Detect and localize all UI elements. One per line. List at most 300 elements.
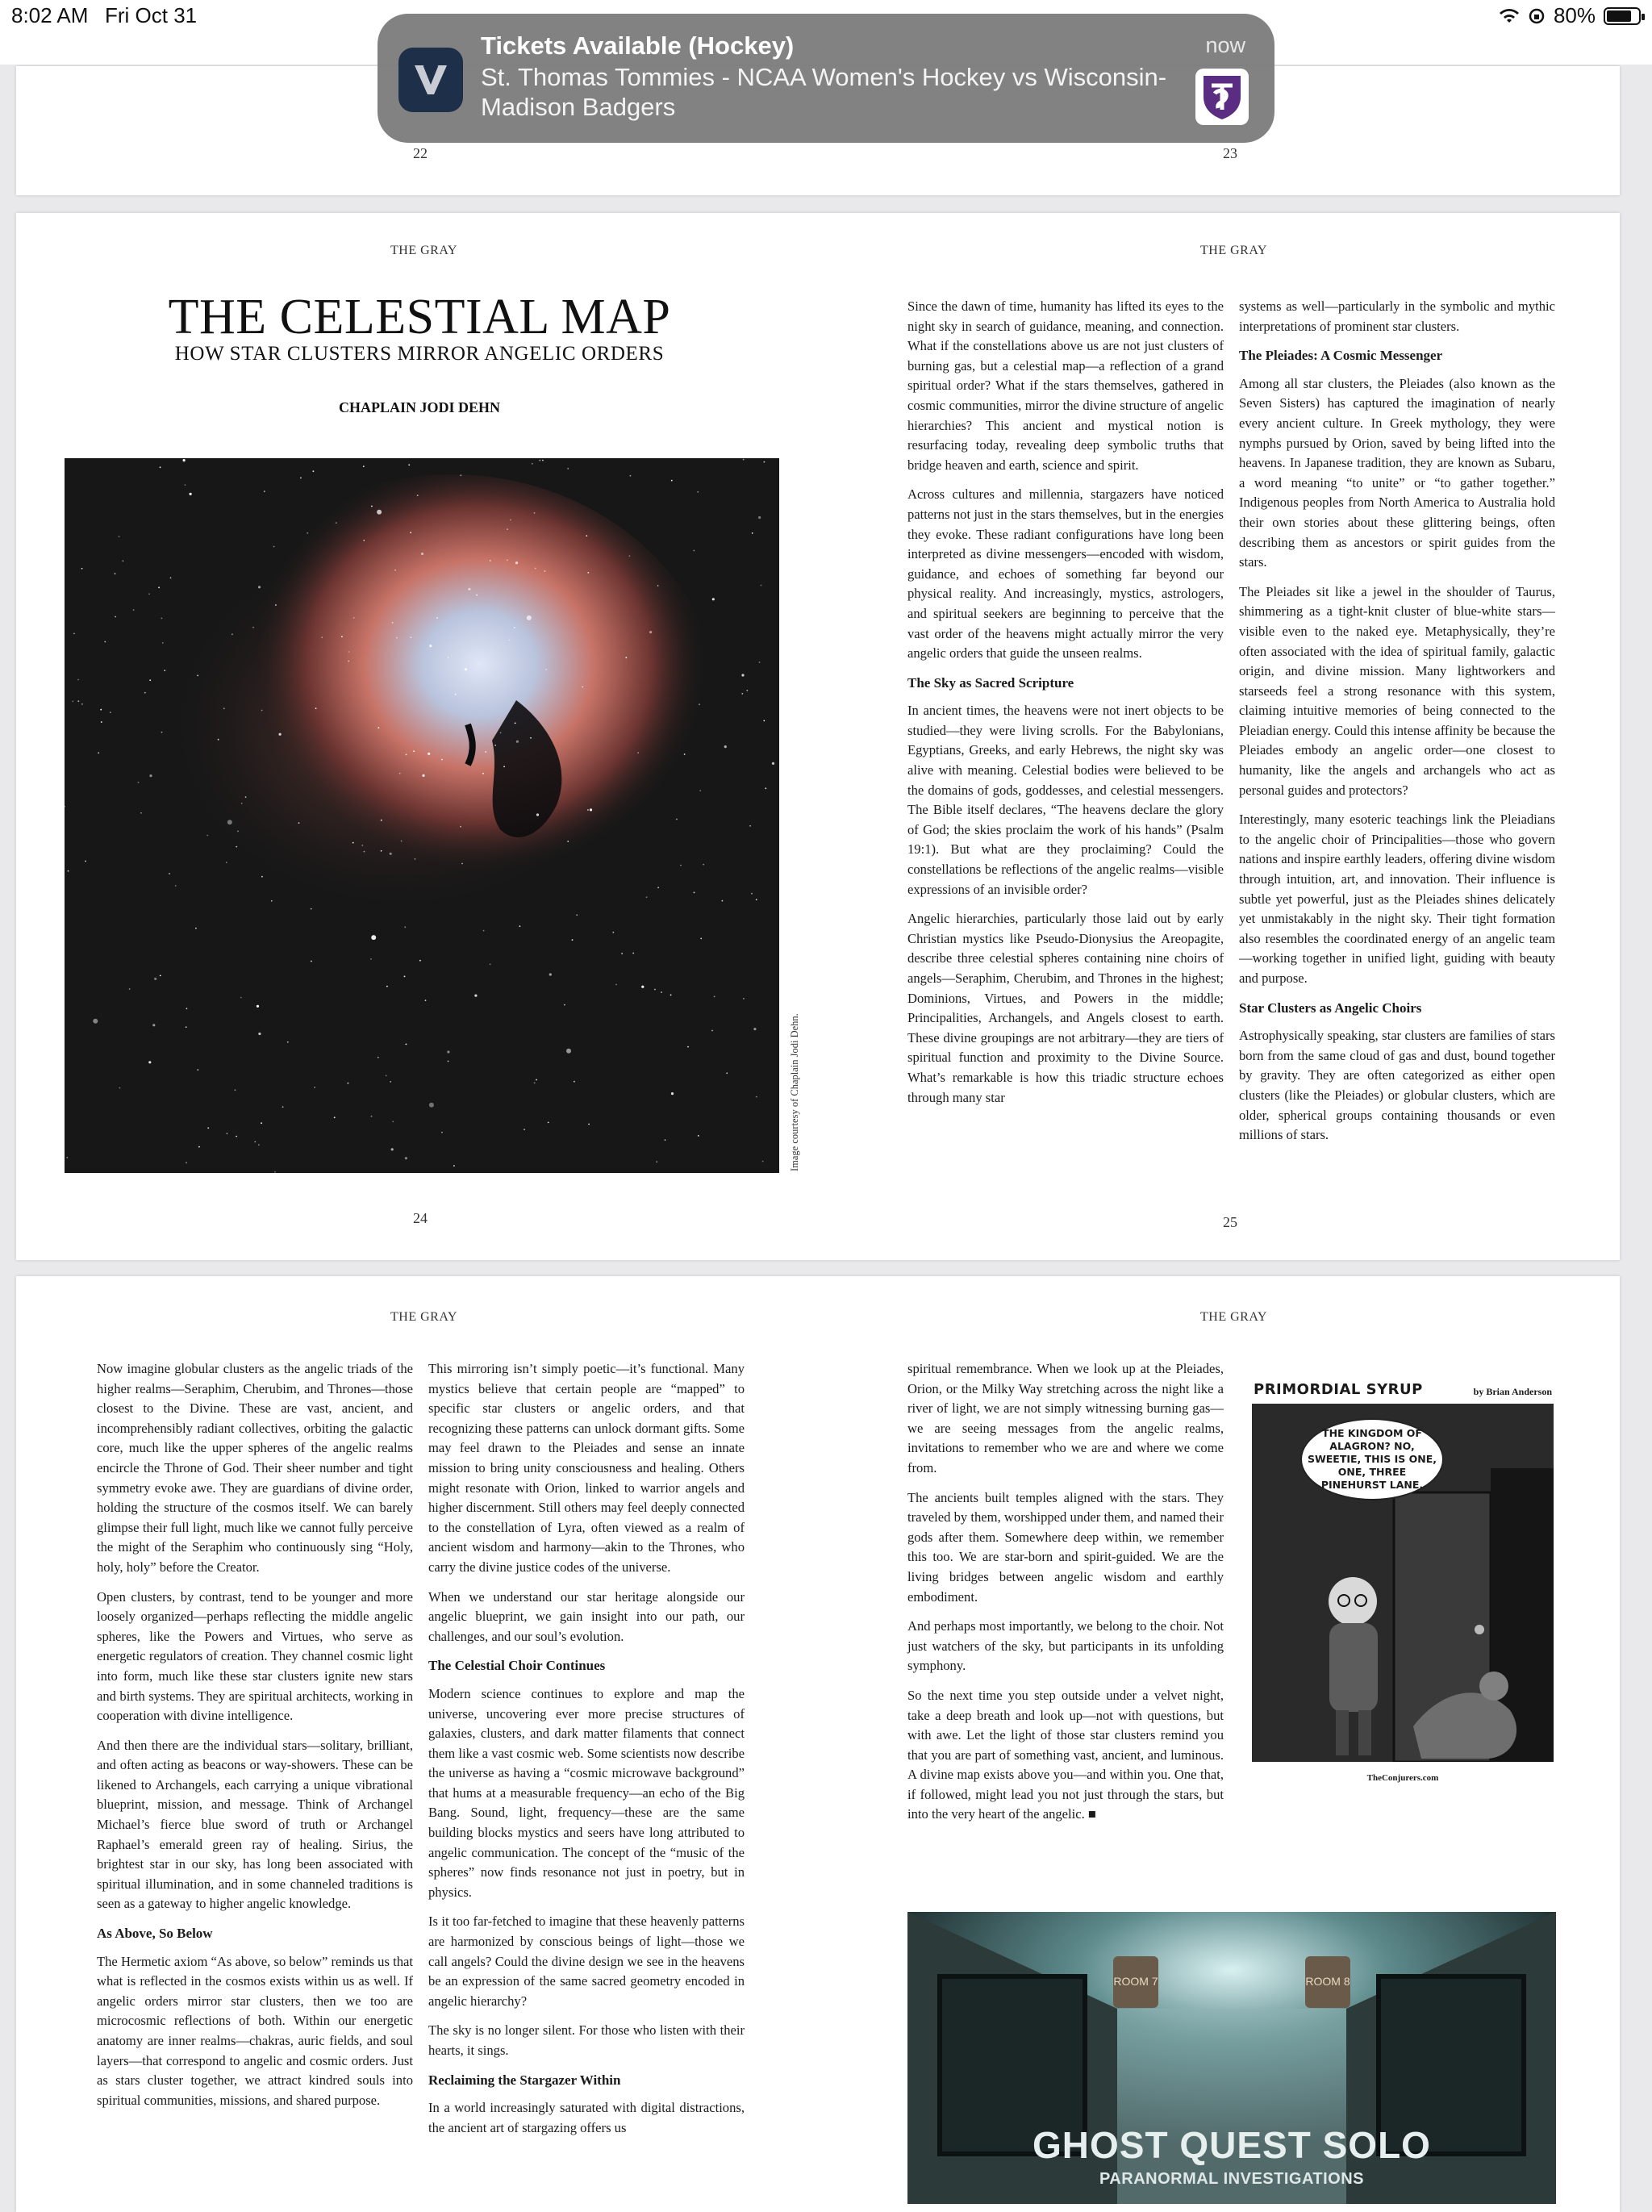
star [348,651,350,653]
comic-strip [1249,1376,1557,1788]
star [670,995,672,996]
star [236,1136,237,1137]
star [587,572,589,574]
star [148,593,150,595]
ad-title: GHOST QUEST SOLO [1032,2124,1431,2166]
paragraph: The ancients built temples aligned with the stars. They traveled by them, worshipped under them, and named their gods after them. Somewhere deep within, we remember this too. We are star-born and spirit-guided. We are the living bridges between angelic wisdom and earthly embodiment. [907,1489,1224,1605]
star [363,540,365,541]
star [425,1000,427,1001]
star [232,633,233,635]
wifi-icon [1499,8,1520,24]
star [490,963,491,965]
ghost-quest-ad[interactable] [907,1912,1556,2204]
star [507,559,508,561]
star [544,570,546,572]
star [503,766,505,767]
article-title: THE CELESTIAL MAP [168,290,671,344]
star [699,703,700,705]
star [564,1004,565,1006]
running-head-left: THE GRAY [390,244,457,257]
section-heading: Star Clusters as Angelic Choirs [1239,1000,1422,1016]
star [530,737,532,739]
orientation-lock-icon [1528,7,1546,25]
star [684,753,686,755]
star [183,459,186,461]
star [687,1046,689,1048]
star [386,986,388,987]
comic-site: TheConjurers.com [1366,1773,1439,1783]
star [364,851,365,853]
star [712,598,715,600]
star [149,774,152,777]
paragraph: In ancient times, the heavens were not inert objects to be studied—they were living scrolls. For the Babylonians, Egyptians, Greeks, and early Hebrews, the night sky was alive with meaning. Celestial bodies were believed to be the domains of gods, goddesses, and celestial messengers. The Bible itself declares, “The heavens declare the glory of God; the skies proclaim the work of his hands” (Psalm 19:1). But what are they proclaiming? Could the constellations be reflections of the angelic realms—visible expressions of an invisible order? [907,703,1224,897]
star [654,989,656,991]
star [661,991,662,993]
notification-banner[interactable] [378,14,1274,143]
star [264,490,265,492]
star [311,961,312,962]
page-number-22: 22 [413,145,428,161]
star [77,679,79,681]
spread3-column-1 [97,1359,413,2120]
star [588,1124,590,1125]
star [160,975,161,977]
paragraph: The sky is no longer silent. For those who listen with their hearts, it sings. [428,2022,745,2058]
star [287,1041,289,1043]
star [572,939,574,941]
star [758,516,761,519]
paragraph: The Hermetic axiom “As above, so below” reminds us that what is reflected in the cosmos exists within us as well. If angelic orders mirror star clusters, then we too are microcosmic reflections of both. Within our energetic anatomy are inner realms—chakras, auric fields, and soul layers—that correspond to angelic and cosmic orders. Just as stars cluster together, we attract kindred souls into spiritual communities, missions, and shared purpose. [97,1953,413,2108]
star [759,662,761,663]
star [411,636,412,638]
star [637,752,639,753]
star [448,657,449,658]
star [378,1057,379,1058]
star [429,645,432,647]
star [494,745,496,746]
star [665,1139,666,1141]
star [175,885,177,887]
star [110,712,111,713]
star [226,862,227,863]
star [115,573,116,574]
notification-body: St. Thomas Tommies - NCAA Women's Hockey vs Wisconsin-Madison Badgers [481,63,1167,121]
star [441,1132,443,1133]
star [381,820,382,821]
star [245,796,247,798]
star [154,978,156,980]
star [258,1144,260,1146]
star [275,604,277,606]
star [516,741,519,743]
paragraph: And then there are the individual stars—solitary, brilliant, and often acting as beacons or way-showers. These can be likened to Archangels, each carrying a unique vibrational blueprint, mission, and message. Think of Archangel Michael’s fierce blue sword of truth or Archangel Raphael’s emerald green ray of healing. Sirius, the brightest star in our sky, has long been associated with spiritual illumination, and in some channeled traditions is seen as a gateway to higher angelic knowledge. [97,1737,413,1912]
running-head-left-2: THE GRAY [390,1310,457,1324]
star [138,782,140,783]
star [468,588,470,591]
star [621,953,623,954]
star [240,997,242,999]
star [160,466,161,468]
star [334,1116,336,1118]
running-head-right-2: THE GRAY [1200,1310,1267,1324]
star [697,491,699,493]
star [300,478,302,479]
star [348,1083,349,1084]
star [657,585,659,586]
section-heading: Reclaiming the Stargazer Within [428,2072,621,2088]
paragraph: spiritual remembrance. When we look up at the Pleiades, Orion, or the Milky Way stretching across the night like a river of light, we are not simply witnessing burning gas—we are seeing messages from the angelic realms, invitations to remember who we are and where we come from. [907,1361,1224,1475]
star [149,679,151,681]
star [115,616,116,618]
star [298,822,300,824]
star [161,732,163,733]
star [81,568,83,570]
tommies-app-icon [398,48,463,112]
star [223,707,225,709]
star [749,825,751,827]
star [586,535,587,536]
star [630,475,632,477]
star [756,899,757,900]
page-number-23: 23 [1223,145,1237,161]
star [413,750,415,752]
star [144,692,146,694]
star [590,808,592,811]
star [261,876,263,878]
page-number-25: 25 [1223,1214,1237,1230]
spread3-column-3 [907,1359,1224,1834]
running-head-right: THE GRAY [1200,244,1267,257]
star [252,627,254,628]
star [77,700,79,702]
star [534,1083,536,1084]
comic-panel [1252,1404,1554,1762]
star [227,820,232,824]
star [694,892,695,894]
star [483,930,485,932]
star [680,865,682,866]
star [542,460,544,461]
star [510,520,511,521]
comic-byline: by Brian Anderson [1473,1386,1552,1397]
star [694,550,695,552]
page-number-24: 24 [413,1210,428,1226]
nebula-photo [65,458,779,1173]
star [417,495,419,496]
star [676,819,678,820]
spread3-column-2 [428,1359,745,2147]
star [455,694,457,695]
paragraph: Angelic hierarchies, particularly those laid out by early Christian mystics like Pseudo-Dionysius the Areopagite, describe three celestial spheres containing nine choirs of angels—Seraphim, Cherubim, and Thrones in the highest; Dominions, Virtues, and Powers in the middle; Principalities, Archangels, and Angels closest to earth. These divine groupings are not arbitrary—they are tiers of spiritual function and proximity to the Divine Source. What’s remarkable is how this triadic structure echoes through many star [907,911,1224,1105]
paragraph: And perhaps most importantly, we belong to the choir. Not just watchers of the sky, but participants in its unfolding symphony. [907,1618,1224,1674]
star [448,1061,449,1062]
star [567,841,569,842]
star [101,721,102,723]
battery-icon [1604,7,1641,25]
paragraph: So the next time you step outside under a velvet night, take a deep breath and look up—not with questions, but with awe. Let the light of those star clusters remind you that you are part of something vast, ancient, and luminous. A divine map exists above you—and within you. One that, if followed, might lead you not just through the stars, but into the very heart of the angelic. ■ [907,1687,1224,1822]
star [461,863,463,865]
star [629,555,631,557]
star [254,1141,256,1143]
star [756,1096,757,1098]
star [218,739,219,741]
article-author: CHAPLAIN JODI DEHN [338,399,500,415]
paragraph: Is it too far-fetched to imagine that these heavenly patterns are harmonized by conscious beings of light—those we call angels? Could the divine design we see in the heavens be an expression of the same sacred geometry encoded in angelic hierarchy? [428,1914,745,2009]
star [460,826,461,828]
star [519,925,521,927]
star [410,532,411,533]
star [353,842,354,844]
star [536,1079,537,1081]
star [401,841,403,842]
star [185,484,186,486]
star [405,1157,407,1159]
star [236,846,237,848]
star [392,622,394,624]
star [386,1075,387,1077]
star [271,900,273,902]
star [227,1133,228,1134]
star [169,873,170,874]
star [313,470,315,472]
star [743,998,745,1000]
star [524,1129,525,1130]
star [722,900,724,902]
star [363,465,365,467]
star [485,751,486,753]
star [394,570,396,571]
star [241,803,243,804]
star [371,935,376,940]
star [741,674,744,676]
star [170,577,172,578]
star [274,1171,276,1173]
section-heading: The Sky as Sacred Scripture [907,674,1074,691]
star [576,914,578,916]
star [152,1024,155,1026]
star [237,831,239,833]
star [399,773,401,774]
star [476,595,478,596]
team-logo-icon [1195,69,1249,125]
star [207,1127,209,1129]
star [406,754,407,756]
star [408,464,410,465]
star [699,790,701,791]
star [507,528,508,530]
star [527,616,532,620]
status-right [1499,3,1641,28]
star [441,759,443,761]
article-subtitle: HOW STAR CLUSTERS MIRROR ANGELIC ORDERS [174,343,665,365]
paragraph: In a world increasingly saturated with digital distractions, the ancient art of stargazing offers us [428,2100,745,2135]
star [698,1135,699,1137]
star [361,845,363,846]
star [66,1157,68,1158]
star [421,553,423,555]
star [574,1081,575,1083]
star [195,928,197,929]
star [371,506,373,507]
battery-percent: 80% [1553,3,1596,27]
star [104,641,106,643]
star [341,636,343,637]
star [73,633,75,635]
star [765,787,766,789]
star [378,727,380,728]
star [482,773,484,774]
section-heading: As Above, So Below [97,1926,213,1942]
star [68,870,69,872]
star [534,512,536,514]
star [119,1087,121,1089]
star [615,984,617,986]
star [656,1161,657,1162]
star [632,953,634,954]
star [625,657,627,658]
star [515,561,518,564]
paragraph: Open clusters, by contrast, tend to be younger and more loosely organized—perhaps reflecting the middle angelic spheres, like the Powers and Virtues, who serve as energetic regulators of creation. They channel cosmic light into form, much like these star clusters ignite new stars and birth systems. They are spiritual architects, working in cooperation with divine intelligence. [97,1588,413,1724]
star [535,568,536,570]
paragraph: Astrophysically speaking, star clusters are families of stars born from the same cloud of gas and dust, bound together by gravity. They are often categorized as either open clusters (like the Pleiades) or globular clusters, which are older, spherical groups containing thousands or even millions of stars. [1239,1028,1555,1143]
comic-speech-bubble: THE KINGDOM OF ALAGRON? NO, SWEETIE, THIS IS ONE, ONE, THREE PINEHURST LANE. [1300,1418,1444,1500]
star [140,812,142,814]
star [235,1089,236,1091]
star [429,1103,434,1108]
star [197,675,198,677]
paragraph: Interestingly, many esoteric teachings link the Pleiadians to the angelic choir of Principalities—those who govern nations and inspire earthly leaders, offering divine wisdom through intuition, art, and innovation. Their influence is subtle yet powerful, just as the Pleiades shines delicately yet unmistakably in the night sky. Their tight formation also resembles the coordinated energy of an angelic team—working together in unified light, guiding with beauty and purpose. [1239,812,1555,986]
star [764,461,766,463]
star [582,687,583,688]
star [282,1106,284,1108]
star [474,995,477,997]
paragraph: systems as well—particularly in the symbolic and mythic interpretations of prominent star clusters. [1239,298,1555,334]
star [371,1116,373,1117]
star [657,887,659,888]
star [72,701,73,703]
star [536,813,539,816]
star [390,853,392,855]
star [724,745,727,748]
star [752,532,753,534]
star [186,1026,187,1028]
paragraph: This mirroring isn’t simply poetic—it’s functional. Many mystics believe that certain people are “mapped” to specific star clusters or angelic orders, and that recognizing these patterns can unlock dormant gifts. Some may feel drawn to the Pleiades and sense an innate mission to bring unity consciousness and healing. Others might resonate with Orion, linked to warrior angels and higher discernment. Still others may feel deeply connected to the constellation of Lyra, often viewed as a realm of ancient wisdom and harmony—akin to the Thrones, who carry the divine justice codes of the universe. [428,1361,745,1575]
star [314,1087,315,1088]
section-heading: The Celestial Choir Continues [428,1658,606,1674]
notification-title: Tickets Available (Hockey) [481,31,795,60]
star [612,932,614,933]
paragraph: Since the dawn of time, humanity has lifted its eyes to the night sky in search of guidance, meaning, and connection. What if the constellations above us are not just clusters of burning gas, but a celestial map—a reflection of a grand spiritual order? What if the stars themselves, gathered in cosmic communities, mirror the divine structure of angelic hierarchies? This ancient and mystical notion is resurfacing today, revealing deep symbolic truths that bridge heaven and earth, science and spirit. [907,298,1224,473]
star [311,908,312,910]
star [509,640,511,641]
paragraph: When we understand our star heritage alongside our angelic blueprint, we gain insight into our path, our challenges, and our soul’s evolution. [428,1588,745,1644]
star [162,642,164,644]
star [321,636,323,638]
star [390,1081,391,1083]
star [548,1122,549,1124]
star [419,960,421,962]
star [428,753,430,755]
star [404,976,406,978]
star [336,522,337,524]
star [545,669,547,670]
star [746,690,748,691]
star [671,480,673,482]
star [186,1162,187,1163]
star [751,893,753,895]
paragraph: Modern science continues to explore and map the universe, uncovering ever more precise structures of galaxies, clusters, and dark matter filaments that connect them like a vast cosmic web. Some scientists now describe the universe as having a “cosmic microwave background” that hums at a measurable frequency—an echo of the Big Bang. Sound, light, frequency—these are the same building blocks mystics and seers have long attributed to angelic communication. The concept of the “music of the spheres” now finds resonance not just in poetry, but in physics. [428,1685,745,1900]
star [567,468,569,470]
star [391,1148,394,1150]
star [406,1044,407,1045]
star [549,973,552,975]
star [436,617,438,619]
star [100,709,102,711]
star [392,1121,394,1123]
status-time: 8:02 AM [11,3,89,27]
star [700,938,702,940]
star [762,1161,764,1162]
star [422,774,424,777]
star [396,637,398,639]
ad-sign-right: ROOM 8 [1305,1975,1350,1988]
star [129,988,131,990]
star [772,762,774,765]
star [370,958,372,960]
paragraph: Among all star clusters, the Pleiades (also known as the Seven Sisters) has captured the imagination of nearly every ancient culture. In Greek mythology, they were nymphs pursued by Orion, saved by being lifted into the heavens. In Japanese tradition, they are known as Subaru, a word meaning “to unite” or “to gather together.” Indigenous peoples from North America to Australia hold their own stories about these glittering beings, often describing them as ancestors or spirit guides from the stars. [1239,375,1555,570]
star [641,986,644,988]
paragraph: Now imagine globular clusters as the angelic triads of the higher realms—Seraphim, Cherubim, and Thrones—those closest to the Divine. These are vast, ancient, and incomprehensibly radiant collectives, orbiting the galactic core, much like the upper spheres of the angelic realms encircle the Throne of God. Their sheer number and tight symmetry evoke awe. They are guardians of divine order, holding the structure of the cosmos itself. We can barely glimpse their full light, much like we cannot fully perceive the might of the Seraphim who continuously sing “Holy, holy, holy” before the Creator. [97,1361,413,1575]
star [515,723,516,724]
star [514,627,515,628]
comic-title: PRIMORDIAL SYRUP [1254,1381,1423,1398]
star [85,861,86,862]
star [741,693,743,695]
star [649,631,652,633]
star [98,752,99,753]
ad-subtitle: PARANORMAL INVESTIGATIONS [1099,2170,1365,2188]
star [307,532,308,534]
star [93,1019,98,1024]
star [703,864,704,866]
star [453,1165,455,1167]
star [490,560,491,561]
star [743,459,745,461]
star [261,710,263,712]
star [353,617,355,619]
star [377,510,382,515]
star [133,609,135,611]
star [261,1122,262,1124]
star [761,585,762,586]
star [381,850,382,852]
star [671,1092,674,1095]
star [161,618,163,620]
star [206,835,208,837]
star [532,463,533,465]
star [404,926,406,928]
paragraph: Across cultures and millennia, stargazers have noticed patterns not just in the stars themselves, but in the energies they evoke. These radiant configurations have long been interpreted as divine messengers—encoded with wisdom, guidance, and echoes of something far beyond our physical reality. And increasingly, mystics, astrologers, and spiritual seekers are beginning to perceive that the vast order of the heavens might actually mirror the very angelic orders that guide the unseen realms. [907,486,1224,662]
star [646,896,648,898]
photo-credit: Image courtesy of Chaplain Jodi Dehn. [789,1013,800,1171]
battery-level [1607,10,1631,22]
star [460,474,461,476]
star [500,732,502,734]
star [726,1072,728,1074]
star [148,1061,151,1063]
star [465,668,467,670]
paragraph: The Pleiades sit like a jewel in the shoulder of Taurus, shimmering as a tight-knit cluster of blue-white stars—visible even to the naked eye. Metaphysically, they’re often associated with the idea of spiritual family, galactic origin, and divine mission. Many lightworkers and starseeds feel a strong resonance with this system, claiming intuitive memories of being connected to the Pleiadian energy. Could this intense affinity be because the Pleiades embody an angelic order—one closest to humanity, like the angels and archangels who act as personal guides and protectors? [1239,583,1555,798]
